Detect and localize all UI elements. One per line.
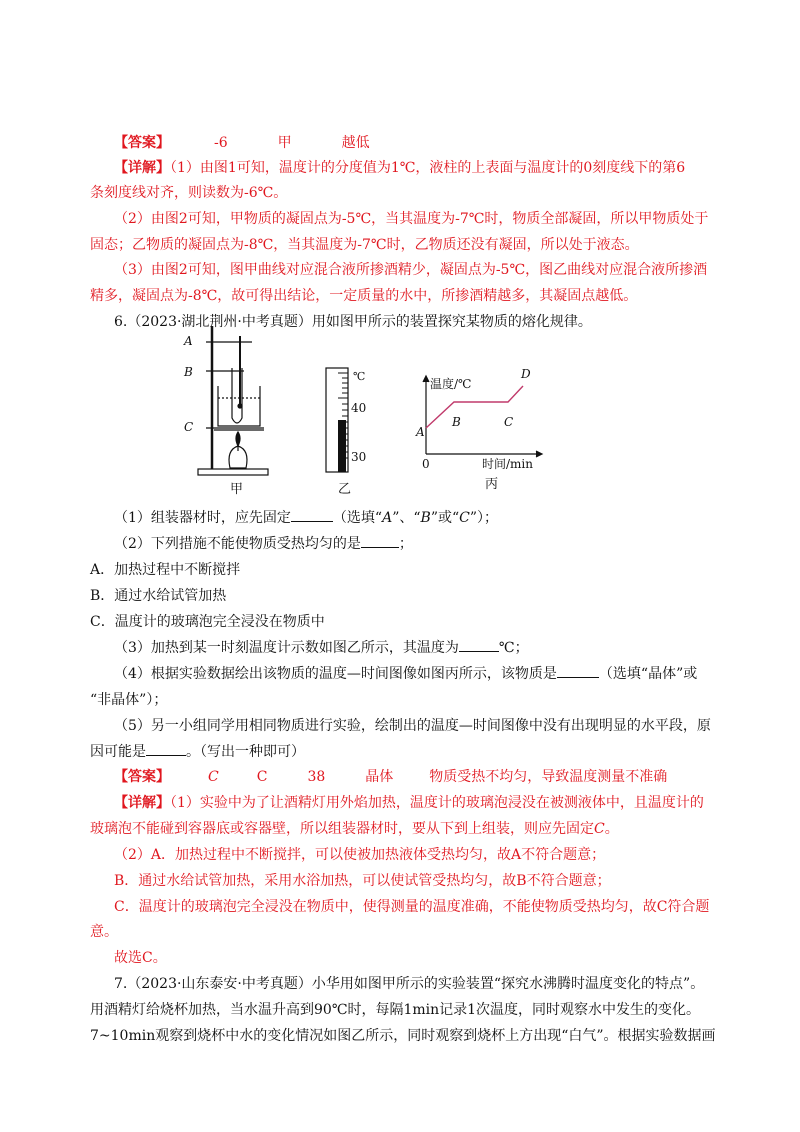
question-7-line: 7.（2023·山东泰安·中考真题）小华用如图甲所示的实验装置“探究水沸腾时温度变化的特点”。 <box>114 976 705 992</box>
detail-line <box>114 157 710 179</box>
answer-line-6 <box>114 766 710 788</box>
option-c: C．温度计的玻璃泡完全浸没在物质中 <box>90 614 325 630</box>
answer-value: 物质受热不均匀，导致温度测量不准确 <box>429 769 668 785</box>
detail-text: 。 <box>604 821 619 837</box>
graph-ylabel: 温度/℃ <box>430 377 472 391</box>
detail-line: （3）由图2可知，图甲曲线对应混合液所掺酒精少，凝固点为-5℃，图乙曲线对应混合液所掺酒 <box>114 262 708 278</box>
detail-line: 意。 <box>90 924 118 940</box>
text: ℃； <box>498 640 529 656</box>
figure-label-c: C <box>184 420 194 434</box>
graph-origin: 0 <box>422 457 430 471</box>
subquestion-1 <box>114 507 710 529</box>
text: ”）； <box>469 510 499 526</box>
subquestion-4-cont: “非晶体”）； <box>90 692 168 708</box>
answer-value: 38 <box>307 769 326 785</box>
answer-tag: 【答案】 <box>114 135 170 151</box>
thermometer-unit: ℃ <box>353 370 366 383</box>
answer-value: C <box>256 769 268 785</box>
text: （3）加热到某一时刻温度计示数如图乙所示，其温度为 <box>114 640 459 656</box>
subquestion-5-cont <box>90 741 710 763</box>
answer-value: C <box>208 769 219 785</box>
answer-value: 越低 <box>341 135 370 151</box>
text: 因可能是 <box>90 744 146 760</box>
text: ”或“ <box>430 510 460 526</box>
question-stem: 6.（2023·湖北荆州·中考真题）用如图甲所示的装置探究某物质的熔化规律。 <box>114 314 592 330</box>
answer-value: 晶体 <box>365 769 394 785</box>
subquestion-2 <box>114 533 710 555</box>
figure-label-a: A <box>184 334 193 348</box>
graph-point-d: D <box>521 367 531 381</box>
text: ”、“ <box>392 510 421 526</box>
thermometer-figure <box>326 368 348 472</box>
apparatus-figure <box>198 326 268 475</box>
detail-letter: C <box>594 821 605 837</box>
text: （2）下列措施不能使物质受热均匀的是 <box>114 536 361 552</box>
detail-line <box>114 792 710 814</box>
text: ； <box>398 536 413 552</box>
answer-tag: 【答案】 <box>114 769 170 785</box>
answer-blank[interactable] <box>291 507 333 522</box>
detail-line: 精多，凝固点为-8℃，故可得出结论，一定质量的水中，所掺酒精越多，其凝固点越低。 <box>90 288 638 304</box>
answer-blank[interactable] <box>459 637 499 652</box>
detail-line: C．温度计的玻璃泡完全浸没在物质中，使得测量的温度准确，不能使物质受热均匀，故C符合题 <box>114 899 710 915</box>
text: （1）组装器材时，应先固定 <box>114 510 291 526</box>
text: （选填“晶体”或 <box>598 666 698 682</box>
graph-point-a: A <box>416 425 425 439</box>
subquestion-5: （5）另一小组同学用相同物质进行实验，绘制出的温度—时间图像中没有出现明显的水平段，原 <box>114 718 711 734</box>
text: （选填“ <box>332 510 383 526</box>
option-letter: B <box>420 510 431 526</box>
subquestion-4 <box>114 663 710 685</box>
figure-group <box>180 318 550 498</box>
answer-line-5 <box>114 132 710 154</box>
figure-caption-bing: 丙 <box>485 477 499 492</box>
detail-text: 玻璃泡不能碰到容器底或容器壁，所以组装器材时，要从下到上组装，则应先固定 <box>90 821 594 837</box>
detail-line: 故选C。 <box>114 950 167 966</box>
graph-point-b: B <box>452 415 461 429</box>
figure-label-b: B <box>184 365 193 379</box>
answer-value: 甲 <box>277 135 292 151</box>
detail-text: （1）实验中为了让酒精灯用外焰加热，温度计的玻璃泡浸没在被测液体中，且温度计的 <box>170 795 704 811</box>
answer-blank[interactable] <box>361 533 399 548</box>
question-7-line: 用酒精灯给烧杯加热，当水温升高到90℃时，每隔1min记录1次温度，同时观察水中发生的变化。 <box>90 1002 701 1018</box>
thermometer-tick-30: 30 <box>351 450 367 464</box>
option-letter: A <box>382 510 393 526</box>
thermometer-tick-40: 40 <box>351 401 367 415</box>
figure-caption-jia: 甲 <box>230 482 244 497</box>
detail-line: （2）A．加热过程中不断搅拌，可以使被加热液体受热均匀，故A不符合题意； <box>114 847 606 863</box>
detail-line: （2）由图2可知，甲物质的凝固点为-5℃，当其温度为-7℃时，物质全部凝固，所以甲物质处于 <box>114 211 709 227</box>
answer-blank[interactable] <box>146 741 186 756</box>
text: （4）根据实验数据绘出该物质的温度—时间图像如图丙所示，该物质是 <box>114 666 557 682</box>
detail-tag: 【详解】 <box>114 795 170 811</box>
graph-point-c: C <box>504 415 514 429</box>
detail-line: B．通过水给试管加热，采用水浴加热，可以使试管受热均匀，故B不符合题意； <box>114 873 611 889</box>
answer-value: -6 <box>214 135 228 151</box>
option-letter: C <box>459 510 470 526</box>
figure-caption-yi: 乙 <box>338 482 352 497</box>
detail-tag: 【详解】 <box>114 160 170 176</box>
answer-blank[interactable] <box>557 663 599 678</box>
option-b: B．通过水给试管加热 <box>90 588 227 604</box>
graph-xlabel: 时间/min <box>482 457 533 471</box>
detail-line <box>90 818 710 840</box>
option-a: A．加热过程中不断搅拌 <box>90 562 241 578</box>
detail-text: （1）由图1可知，温度计的分度值为1℃，液柱的上表面与温度计的0刻度线下的第6 <box>170 160 686 176</box>
text: 。（写出一种即可） <box>186 744 305 760</box>
subquestion-3 <box>114 637 710 659</box>
detail-line: 固态；乙物质的凝固点为-8℃，当其温度为-7℃时，乙物质还没有凝固，所以处于液态。 <box>90 237 639 253</box>
question-7-line: 7~10min观察到烧杯中水的变化情况如图乙所示，同时观察到烧杯上方出现“白气”。根据实验数据画 <box>90 1028 716 1044</box>
detail-line: 条刻度线对齐，则读数为-6℃。 <box>90 185 288 201</box>
